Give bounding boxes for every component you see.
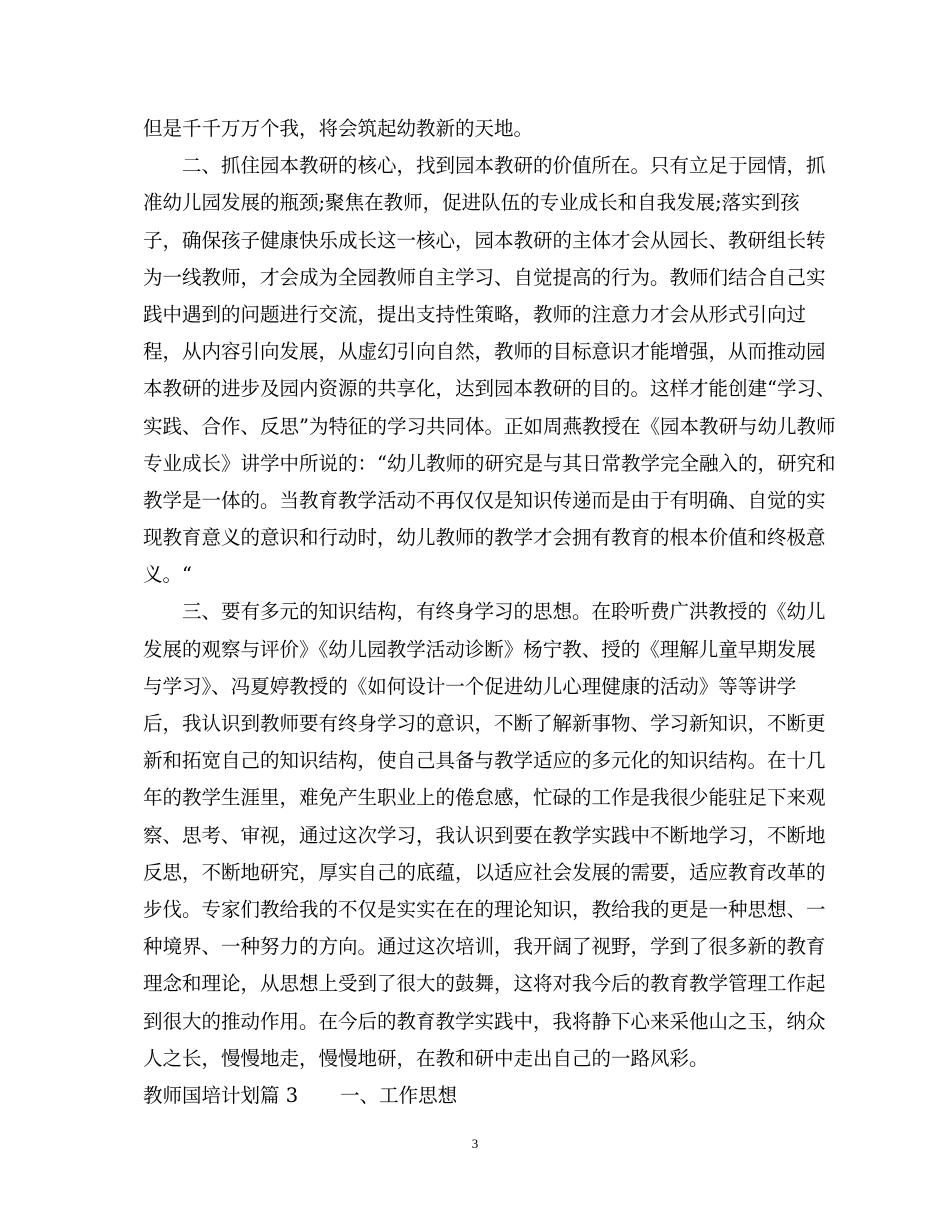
paragraph-line: 种境界、一种努力的方向。通过这次培训，我开阔了视野，学到了很多新的教育 bbox=[143, 935, 826, 959]
paragraph-line: 三、要有多元的知识结构，有终身学习的思想。在聆听费广洪教授的《幼儿 bbox=[182, 600, 826, 624]
paragraph-line: 实践、合作、反思”为特征的学习共同体。正如周燕教授在《园本教研与幼儿教师 bbox=[143, 414, 836, 438]
paragraph-line: 反思，不断地研究，厚实自己的底蕴，以适应社会发展的需要，适应教育改革的 bbox=[143, 860, 826, 884]
paragraph-line: 步伐。专家们教给我的不仅是实实在在的理论知识，教给我的更是一种思想、一 bbox=[143, 897, 826, 921]
paragraph-line: 子，确保孩子健康快乐成长这一核心，园本教研的主体才会从园长、教研组长转 bbox=[143, 228, 826, 252]
paragraph-line: 义。“ bbox=[143, 563, 192, 587]
paragraph-line: 本教研的进步及园内资源的共享化，达到园本教研的目的。这样才能创建“学习、 bbox=[143, 377, 836, 401]
paragraph-line: 但是千千万万个我，将会筑起幼教新的天地。 bbox=[143, 117, 534, 140]
paragraph-line: 新和拓宽自己的知识结构，使自己具备与教学适应的多元化的知识结构。在十几 bbox=[143, 749, 826, 773]
page-number: 3 bbox=[471, 1136, 479, 1151]
paragraph-line: 专业成长》讲学中所说的：“幼儿教师的研究是与其日常教学完全融入的，研究和 bbox=[143, 451, 836, 475]
paragraph-line: 理念和理论，从思想上受到了很大的鼓舞，这将对我今后的教育教学管理工作起 bbox=[143, 972, 826, 996]
section-line bbox=[143, 1077, 807, 1114]
paragraph-line: 程，从内容引向发展，从虚幻引向自然，教师的目标意识才能增强，从而推动园 bbox=[143, 340, 826, 364]
paragraph-line: 践中遇到的问题进行交流，提出支持性策略，教师的注意力才会从形式引向过 bbox=[143, 302, 807, 326]
paragraph-line: 察、思考、审视，通过这次学习，我认识到要在教学实践中不断地学习，不断地 bbox=[143, 823, 826, 847]
section-title: 教师国培计划篇 3 bbox=[143, 1083, 299, 1107]
paragraph-line: 二、抓住园本教研的核心，找到园本教研的价值所在。只有立足于园情，抓 bbox=[182, 154, 826, 178]
paragraph-line: 教学是一体的。当教育教学活动不再仅仅是知识传递而是由于有明确、自觉的实 bbox=[143, 488, 826, 512]
body-text bbox=[143, 110, 836, 1114]
paragraph-line: 准幼儿园发展的瓶颈;聚焦在教师，促进队伍的专业成长和自我发展;落实到孩 bbox=[143, 191, 800, 215]
paragraph-line: 人之长，慢慢地走，慢慢地研，在教和研中走出自己的一路风彩。 bbox=[143, 1046, 709, 1070]
paragraph-line: 年的教学生涯里，难免产生职业上的倦怠感，忙碌的工作是我很少能驻足下来观 bbox=[143, 786, 826, 810]
section-heading: 一、工作思想 bbox=[340, 1083, 458, 1107]
paragraph-line: 为一线教师，才会成为全园教师自主学习、自觉提高的行为。教师们结合自己实 bbox=[143, 265, 826, 289]
paragraph-line: 发展的观察与评价》《幼儿园教学活动诊断》杨宁教、授的《理解儿童早期发展 bbox=[143, 637, 816, 661]
paragraph-line: 后，我认识到教师要有终身学习的意识，不断了解新事物、学习新知识，不断更 bbox=[143, 712, 826, 735]
paragraph-line: 到很大的推动作用。在今后的教育教学实践中，我将静下心来采他山之玉，纳众 bbox=[143, 1009, 826, 1033]
paragraph-line: 现教育意义的意识和行动时，幼儿教师的教学才会拥有教育的根本价值和终极意 bbox=[143, 526, 826, 550]
paragraph-line: 与学习》、冯夏婷教授的《如何设计一个促进幼儿心理健康的活动》等等讲学 bbox=[143, 674, 797, 698]
